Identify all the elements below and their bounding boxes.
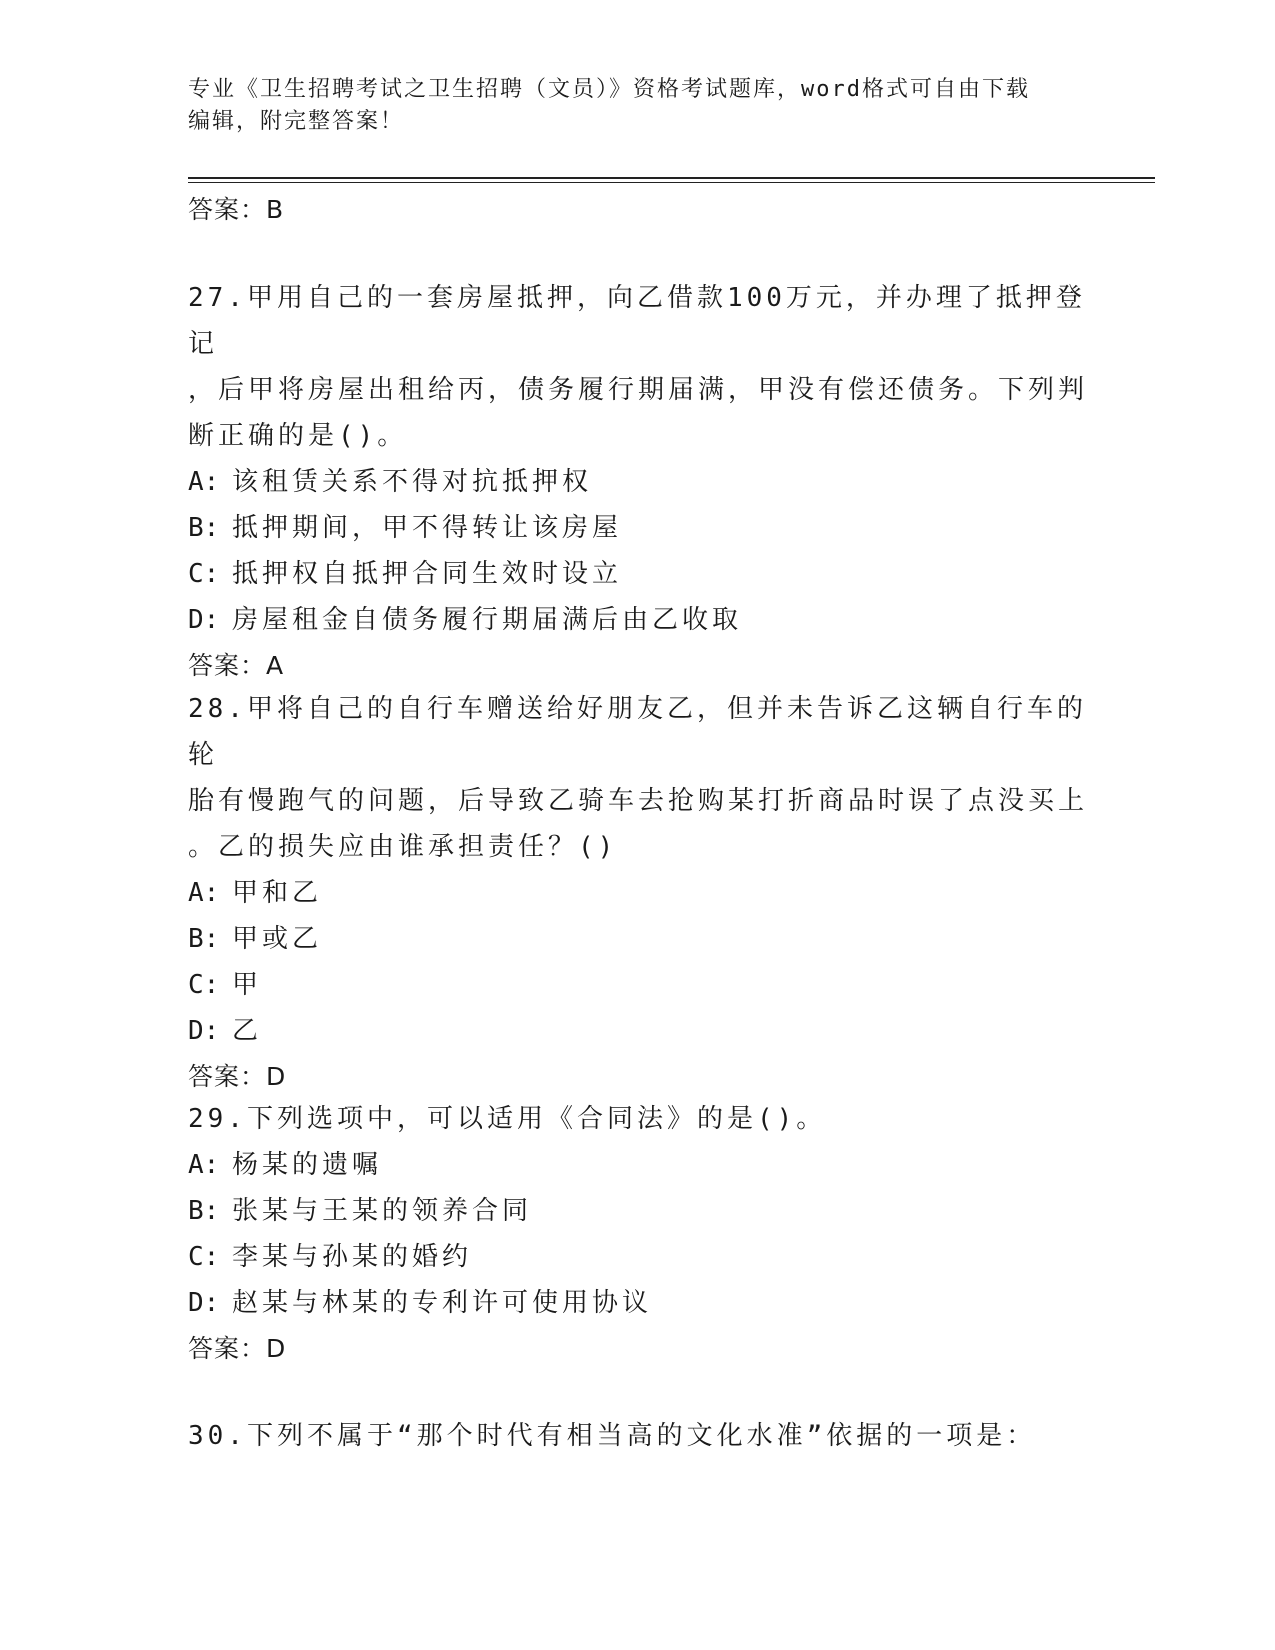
option-text: 乙 bbox=[232, 1016, 263, 1046]
answer-q27: 答案：A bbox=[188, 651, 285, 680]
answer-q29: 答案：D bbox=[188, 1334, 287, 1363]
option-key: B: bbox=[188, 924, 220, 954]
question-30 bbox=[188, 1413, 1108, 1459]
answer-q26: 答案：B bbox=[188, 195, 285, 224]
question-stem-line: 。乙的损失应由谁承担责任？() bbox=[188, 832, 618, 862]
option-key: B: bbox=[188, 513, 220, 543]
option-b bbox=[188, 916, 1108, 962]
question-29 bbox=[188, 1096, 1108, 1372]
option-c bbox=[188, 551, 1108, 597]
question-27 bbox=[188, 275, 1108, 689]
option-key: A: bbox=[188, 467, 220, 497]
option-text: 杨某的遗嘱 bbox=[232, 1150, 383, 1180]
option-d bbox=[188, 1280, 1108, 1326]
option-key: C: bbox=[188, 970, 220, 1000]
option-text: 甲或乙 bbox=[232, 924, 323, 954]
header-line-2: 编辑，附完整答案！ bbox=[188, 109, 405, 134]
option-key: D: bbox=[188, 605, 220, 635]
option-text: 甲 bbox=[232, 970, 263, 1000]
option-text: 抵押权自抵押合同生效时设立 bbox=[232, 559, 623, 589]
option-text: 该租赁关系不得对抗抵押权 bbox=[232, 467, 593, 497]
option-c bbox=[188, 1234, 1108, 1280]
question-stem-line: ，后甲将房屋出租给丙，债务履行期届满，甲没有偿还债务。下列判 bbox=[188, 375, 1089, 405]
header-rule-thin bbox=[188, 182, 1155, 183]
option-b bbox=[188, 1188, 1108, 1234]
option-text: 抵押期间，甲不得转让该房屋 bbox=[232, 513, 623, 543]
option-a bbox=[188, 459, 1108, 505]
option-text: 赵某与林某的专利许可使用协议 bbox=[232, 1288, 653, 1318]
option-key: C: bbox=[188, 1242, 220, 1272]
option-d bbox=[188, 1008, 1108, 1054]
option-text: 甲和乙 bbox=[232, 878, 323, 908]
option-key: A: bbox=[188, 878, 220, 908]
document-header bbox=[188, 74, 1088, 138]
option-key: D: bbox=[188, 1288, 220, 1318]
question-stem-line: 29.下列选项中，可以适用《合同法》的是()。 bbox=[188, 1104, 827, 1134]
option-key: B: bbox=[188, 1196, 220, 1226]
question-stem-line: 断正确的是()。 bbox=[188, 421, 408, 451]
question-stem-line: 28.甲将自己的自行车赠送给好朋友乙，但并未告诉乙这辆自行车的轮 bbox=[188, 694, 1087, 770]
option-text: 房屋租金自债务履行期届满后由乙收取 bbox=[232, 605, 743, 635]
header-rule-thick bbox=[188, 177, 1155, 179]
answer-q28: 答案：D bbox=[188, 1062, 287, 1091]
option-d bbox=[188, 597, 1108, 643]
question-stem-line: 27.甲用自己的一套房屋抵押，向乙借款100万元，并办理了抵押登记 bbox=[188, 283, 1086, 359]
question-stem-line: 30.下列不属于“那个时代有相当高的文化水准”依据的一项是： bbox=[188, 1421, 1037, 1451]
option-key: D: bbox=[188, 1016, 220, 1046]
question-stem-line: 胎有慢跑气的问题，后导致乙骑车去抢购某打折商品时误了点没买上 bbox=[188, 786, 1089, 816]
option-a bbox=[188, 870, 1108, 916]
option-c bbox=[188, 962, 1108, 1008]
question-28 bbox=[188, 686, 1108, 1100]
option-key: C: bbox=[188, 559, 220, 589]
option-key: A: bbox=[188, 1150, 220, 1180]
option-text: 张某与王某的领养合同 bbox=[232, 1196, 533, 1226]
option-b bbox=[188, 505, 1108, 551]
option-a bbox=[188, 1142, 1108, 1188]
option-text: 李某与孙某的婚约 bbox=[232, 1242, 473, 1272]
header-line-1: 专业《卫生招聘考试之卫生招聘（文员）》资格考试题库，word格式可自由下载 bbox=[188, 77, 1030, 102]
